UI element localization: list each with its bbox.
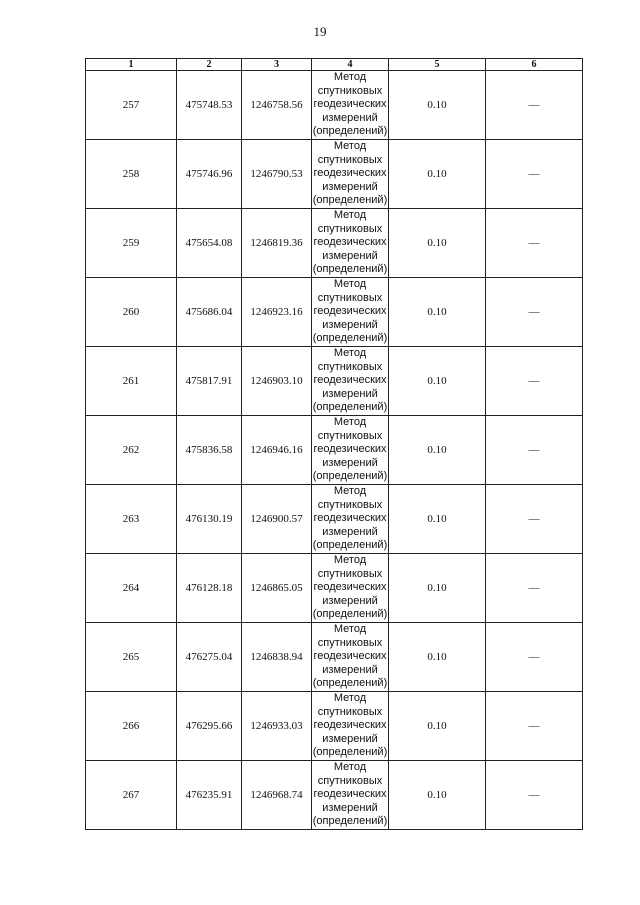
method-line: (определений) <box>312 125 388 138</box>
method-line: Метод <box>333 140 367 153</box>
table-row <box>86 71 583 140</box>
method-line: измерений <box>322 525 378 538</box>
method-cell <box>312 209 389 278</box>
note-cell: — <box>486 209 583 278</box>
x-coordinate-cell: 476235.91 <box>177 761 242 830</box>
note-cell: — <box>486 416 583 485</box>
method-line: измерений <box>322 387 378 400</box>
method-line: (определений) <box>312 608 388 621</box>
method-line: измерений <box>322 594 378 607</box>
note-cell: — <box>486 554 583 623</box>
accuracy-cell: 0.10 <box>389 416 486 485</box>
column-header: 5 <box>389 59 486 71</box>
y-coordinate-cell: 1246900.57 <box>242 485 312 554</box>
x-coordinate-cell: 475817.91 <box>177 347 242 416</box>
method-cell <box>312 416 389 485</box>
method-line: Метод <box>333 71 367 84</box>
method-line: геодезических <box>313 650 387 663</box>
method-cell <box>312 623 389 692</box>
accuracy-cell: 0.10 <box>389 140 486 209</box>
method-line: спутниковых <box>317 291 383 304</box>
y-coordinate-cell: 1246865.05 <box>242 554 312 623</box>
y-coordinate-cell: 1246758.56 <box>242 71 312 140</box>
x-coordinate-cell: 475746.96 <box>177 140 242 209</box>
method-line: (определений) <box>312 746 388 759</box>
method-line: (определений) <box>312 539 388 552</box>
table-row <box>86 347 583 416</box>
method-line: (определений) <box>312 401 388 414</box>
point-number-cell: 263 <box>86 485 177 554</box>
method-line: Метод <box>333 347 367 360</box>
method-line: геодезических <box>313 581 387 594</box>
method-line: измерений <box>322 801 378 814</box>
accuracy-cell: 0.10 <box>389 71 486 140</box>
method-line: Метод <box>333 761 367 774</box>
accuracy-cell: 0.10 <box>389 761 486 830</box>
x-coordinate-cell: 476128.18 <box>177 554 242 623</box>
method-line: Метод <box>333 209 367 222</box>
x-coordinate-cell: 475836.58 <box>177 416 242 485</box>
table-body <box>86 71 583 830</box>
point-number-cell: 259 <box>86 209 177 278</box>
point-number-cell: 262 <box>86 416 177 485</box>
point-number-cell: 261 <box>86 347 177 416</box>
column-header: 4 <box>312 59 389 71</box>
table-row <box>86 278 583 347</box>
point-number-cell: 260 <box>86 278 177 347</box>
accuracy-cell: 0.10 <box>389 278 486 347</box>
method-line: Метод <box>333 554 367 567</box>
method-line: Метод <box>333 623 367 636</box>
method-line: спутниковых <box>317 498 383 511</box>
point-number-cell: 265 <box>86 623 177 692</box>
method-line: спутниковых <box>317 636 383 649</box>
note-cell: — <box>486 623 583 692</box>
table-row <box>86 554 583 623</box>
y-coordinate-cell: 1246933.03 <box>242 692 312 761</box>
x-coordinate-cell: 476130.19 <box>177 485 242 554</box>
method-cell <box>312 761 389 830</box>
method-line: Метод <box>333 416 367 429</box>
table-row <box>86 209 583 278</box>
method-line: измерений <box>322 318 378 331</box>
accuracy-cell: 0.10 <box>389 485 486 554</box>
x-coordinate-cell: 476275.04 <box>177 623 242 692</box>
method-cell <box>312 278 389 347</box>
x-coordinate-cell: 475686.04 <box>177 278 242 347</box>
method-line: геодезических <box>313 98 387 111</box>
note-cell: — <box>486 692 583 761</box>
column-header: 6 <box>486 59 583 71</box>
note-cell: — <box>486 278 583 347</box>
y-coordinate-cell: 1246838.94 <box>242 623 312 692</box>
method-line: геодезических <box>313 443 387 456</box>
method-line: (определений) <box>312 815 388 828</box>
column-header: 1 <box>86 59 177 71</box>
point-number-cell: 264 <box>86 554 177 623</box>
method-line: измерений <box>322 180 378 193</box>
method-line: измерений <box>322 249 378 262</box>
point-number-cell: 267 <box>86 761 177 830</box>
method-line: измерений <box>322 732 378 745</box>
method-line: геодезических <box>313 788 387 801</box>
x-coordinate-cell: 475654.08 <box>177 209 242 278</box>
method-line: спутниковых <box>317 705 383 718</box>
y-coordinate-cell: 1246923.16 <box>242 278 312 347</box>
table-row <box>86 140 583 209</box>
note-cell: — <box>486 485 583 554</box>
method-line: Метод <box>333 485 367 498</box>
x-coordinate-cell: 475748.53 <box>177 71 242 140</box>
y-coordinate-cell: 1246968.74 <box>242 761 312 830</box>
accuracy-cell: 0.10 <box>389 347 486 416</box>
method-line: геодезических <box>313 719 387 732</box>
point-number-cell: 257 <box>86 71 177 140</box>
method-line: измерений <box>322 456 378 469</box>
method-line: геодезических <box>313 305 387 318</box>
method-line: Метод <box>333 692 367 705</box>
method-line: спутниковых <box>317 84 383 97</box>
method-cell <box>312 554 389 623</box>
coordinates-table <box>85 58 583 830</box>
method-line: геодезических <box>313 236 387 249</box>
table-row <box>86 623 583 692</box>
method-line: спутниковых <box>317 360 383 373</box>
y-coordinate-cell: 1246790.53 <box>242 140 312 209</box>
x-coordinate-cell: 476295.66 <box>177 692 242 761</box>
method-line: (определений) <box>312 677 388 690</box>
method-line: (определений) <box>312 332 388 345</box>
note-cell: — <box>486 140 583 209</box>
accuracy-cell: 0.10 <box>389 209 486 278</box>
accuracy-cell: 0.10 <box>389 554 486 623</box>
page-number: 19 <box>313 24 327 39</box>
header-row <box>86 59 583 71</box>
y-coordinate-cell: 1246819.36 <box>242 209 312 278</box>
table-row <box>86 761 583 830</box>
method-line: (определений) <box>312 263 388 276</box>
method-cell <box>312 485 389 554</box>
table-row <box>86 416 583 485</box>
column-header: 3 <box>242 59 312 71</box>
method-line: геодезических <box>313 512 387 525</box>
table-row <box>86 485 583 554</box>
column-header: 2 <box>177 59 242 71</box>
y-coordinate-cell: 1246903.10 <box>242 347 312 416</box>
y-coordinate-cell: 1246946.16 <box>242 416 312 485</box>
method-line: геодезических <box>313 167 387 180</box>
note-cell: — <box>486 71 583 140</box>
accuracy-cell: 0.10 <box>389 692 486 761</box>
method-line: спутниковых <box>317 567 383 580</box>
method-line: (определений) <box>312 194 388 207</box>
table-row <box>86 692 583 761</box>
method-line: геодезических <box>313 374 387 387</box>
method-cell <box>312 71 389 140</box>
method-line: спутниковых <box>317 153 383 166</box>
accuracy-cell: 0.10 <box>389 623 486 692</box>
method-cell <box>312 347 389 416</box>
method-line: спутниковых <box>317 222 383 235</box>
method-line: измерений <box>322 663 378 676</box>
point-number-cell: 266 <box>86 692 177 761</box>
method-line: (определений) <box>312 470 388 483</box>
note-cell: — <box>486 761 583 830</box>
note-cell: — <box>486 347 583 416</box>
method-line: измерений <box>322 111 378 124</box>
method-line: спутниковых <box>317 774 383 787</box>
method-line: Метод <box>333 278 367 291</box>
method-line: спутниковых <box>317 429 383 442</box>
method-cell <box>312 692 389 761</box>
point-number-cell: 258 <box>86 140 177 209</box>
method-cell <box>312 140 389 209</box>
